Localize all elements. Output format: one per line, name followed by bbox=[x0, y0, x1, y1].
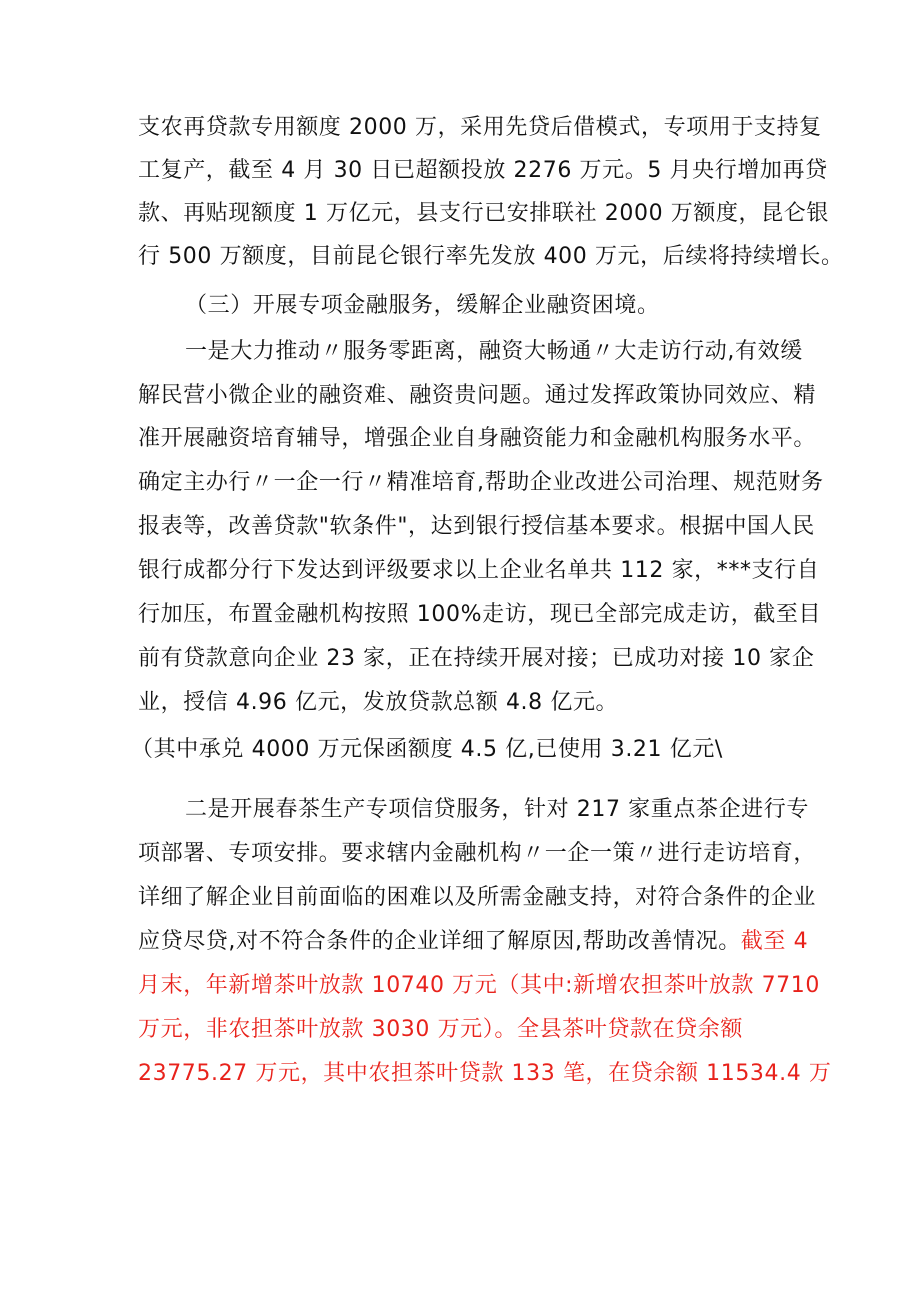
body-line-11: 银行成都分行下发达到评级要求以上企业名单共 112 家，***支行自 bbox=[138, 558, 820, 583]
highlight-line-1: 月末，年新增茶叶放款 10740 万元（其中:新增农担茶叶放款 7710 bbox=[138, 973, 820, 998]
body-line-1: 支农再贷款专用额度 2000 万，采用先贷后借模式，专项用于支持复 bbox=[138, 115, 822, 140]
parenthetical-note: （其中承兑 4000 万元保函额度 4.5 亿,已使用 3.21 亿元\ bbox=[131, 737, 723, 762]
body-line-19 bbox=[138, 927, 808, 957]
body-line-14: 业，授信 4.96 亿元，发放贷款总额 4.8 亿元。 bbox=[138, 690, 619, 715]
highlight-text-start: 截至 4 bbox=[740, 929, 809, 954]
body-line-16: 二是开展春茶生产专项信贷服务，针对 217 家重点茶企进行专 bbox=[185, 797, 809, 822]
body-line-19-text: 应贷尽贷,对不符合条件的企业详细了解原因,帮助改善情况。 bbox=[138, 929, 741, 954]
body-line-6: 一是大力推动〃服务零距离，融资大畅通〃大走访行动,有效缓 bbox=[185, 339, 803, 364]
highlight-line-2: 万元，非农担茶叶放款 3030 万元）。全县茶叶贷款在贷余额 bbox=[138, 1017, 743, 1042]
body-line-10: 报表等，改善贷款"软条件"，达到银行授信基本要求。根据中国人民 bbox=[138, 514, 815, 539]
body-line-18: 详细了解企业目前面临的困难以及所需金融支持，对符合条件的企业 bbox=[138, 885, 817, 910]
body-line-8: 准开展融资培育辅导，增强企业自身融资能力和金融机构服务水平。 bbox=[138, 426, 817, 451]
body-line-4: 行 500 万额度，目前昆仑银行率先发放 400 万元，后续将持续增长。 bbox=[138, 244, 844, 269]
body-line-13: 前有贷款意向企业 23 家，正在持续开展对接；已成功对接 10 家企 bbox=[138, 646, 815, 671]
section-heading: （三）开展专项金融服务，缓解企业融资困境。 bbox=[185, 293, 660, 318]
body-line-17: 项部署、专项安排。要求辖内金融机构〃一企一策〃进行走访培育， bbox=[138, 841, 817, 866]
body-line-3: 款、再贴现额度 1 万亿元，县支行已安排联社 2000 万额度，昆仑银 bbox=[138, 201, 829, 226]
body-line-7: 解民营小微企业的融资难、融资贵问题。通过发挥政策协同效应、精 bbox=[138, 383, 817, 408]
body-line-2: 工复产，截至 4 月 30 日已超额投放 2276 万元。5 月央行增加再贷 bbox=[138, 158, 828, 183]
body-line-9: 确定主办行〃一企一行〃精准培育,帮助企业改进公司治理、规范财务 bbox=[138, 470, 824, 495]
body-line-12: 行加压，布置金融机构按照 100%走访，现已全部完成走访，截至目 bbox=[138, 602, 822, 627]
highlight-line-3: 23775.27 万元，其中农担茶叶贷款 133 笔，在贷余额 11534.4 万 bbox=[138, 1061, 832, 1086]
